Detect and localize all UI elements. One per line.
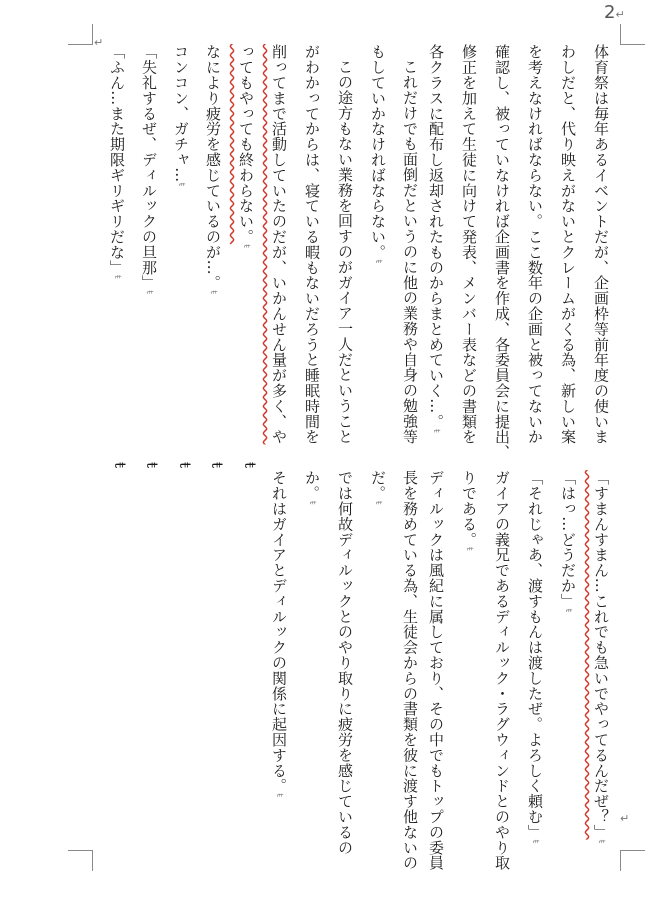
empty-paragraph-mark: ŧ (208, 462, 226, 469)
return-mark-icon: ↵ (620, 812, 630, 825)
text-column: 「失礼するぜ、ディルックの旦那」ŧ (140, 44, 158, 295)
page-number: 2↵ (604, 2, 625, 23)
text-column: 体育祭は毎年あるイベントだが、企画枠等前年度の使いま (592, 44, 610, 445)
crop-mark-bottom-left (68, 850, 93, 871)
text-column: 長を務めている為、生徒会からの書類を彼に渡す他ないの (401, 470, 419, 871)
text-column: 各クラスに配布し返却されたものからまとめていく…。ŧ (427, 44, 445, 433)
text-column: 確認し、被っていなければ企画書を作成、各委員会に提出、 (493, 44, 511, 460)
text-column: りである。ŧ (460, 470, 478, 551)
return-mark-icon: ↵ (94, 36, 104, 49)
empty-paragraph-mark: ŧ (241, 462, 259, 469)
text-column: 「それじゃあ、渡すもんは渡したぜ。よろしく頼む」ŧ (526, 470, 544, 844)
text-column: がわかってからは、寝ている暇もないだろうと睡眠時間を (303, 44, 321, 445)
crop-mark-top-left (68, 24, 93, 45)
text-column: 「ふん…また期限ギリギリだな」ŧ (108, 44, 126, 279)
text-column: では何故ディルックとのやり取りに疲労を感じているの (336, 470, 354, 855)
text-column: これだけでも面倒だというのに他の業務や自身の勉強等 (401, 59, 419, 444)
text-column: コンコン、ガチャ…ŧ (172, 44, 190, 187)
text-column: それはガイアとディルックの関係に起因する。ŧ (270, 470, 288, 798)
text-column: ガイアの義兄であるディルック・ラグウィンドとのやり取 (493, 470, 511, 871)
text-column: だ。ŧ (369, 470, 387, 505)
crop-mark-bottom-right (620, 850, 645, 871)
empty-paragraph-mark: ŧ (143, 462, 161, 469)
text-column: この途方もない業務を回すのがガイア一人だということ (336, 59, 354, 444)
text-column: 「はっ…どうだか」ŧ (559, 470, 577, 613)
text-column: 修正を加えて生徒に向けて発表、メンバー表などの書類を (460, 44, 478, 445)
text-column: を考えなければならない。ここ数年の企画と被ってないか (526, 44, 544, 445)
empty-paragraph-mark: ŧ (176, 462, 194, 469)
text-column: 「すまんすまん…これでも急いでやってるんだぜ？」ŧ (592, 470, 610, 844)
text-column: もしていかなければならない。ŧ (369, 44, 387, 264)
text-column: なにより疲労を感じているのが…。ŧ (204, 44, 222, 295)
text-column: ディルックは風紀に属しており、その中でもトップの委員 (427, 470, 445, 871)
crop-mark-top-right (620, 24, 645, 45)
text-column: か。ŧ (303, 470, 321, 505)
text-column: 削ってまで活動していたのだが、いかんせん量が多く、や (270, 44, 288, 445)
text-column: ってもやっても終わらない。ŧ (237, 44, 255, 249)
empty-paragraph-mark: ŧ (111, 462, 129, 469)
text-column: わしだと、代り映えがないとクレームがくる為、新しい案 (559, 44, 577, 445)
